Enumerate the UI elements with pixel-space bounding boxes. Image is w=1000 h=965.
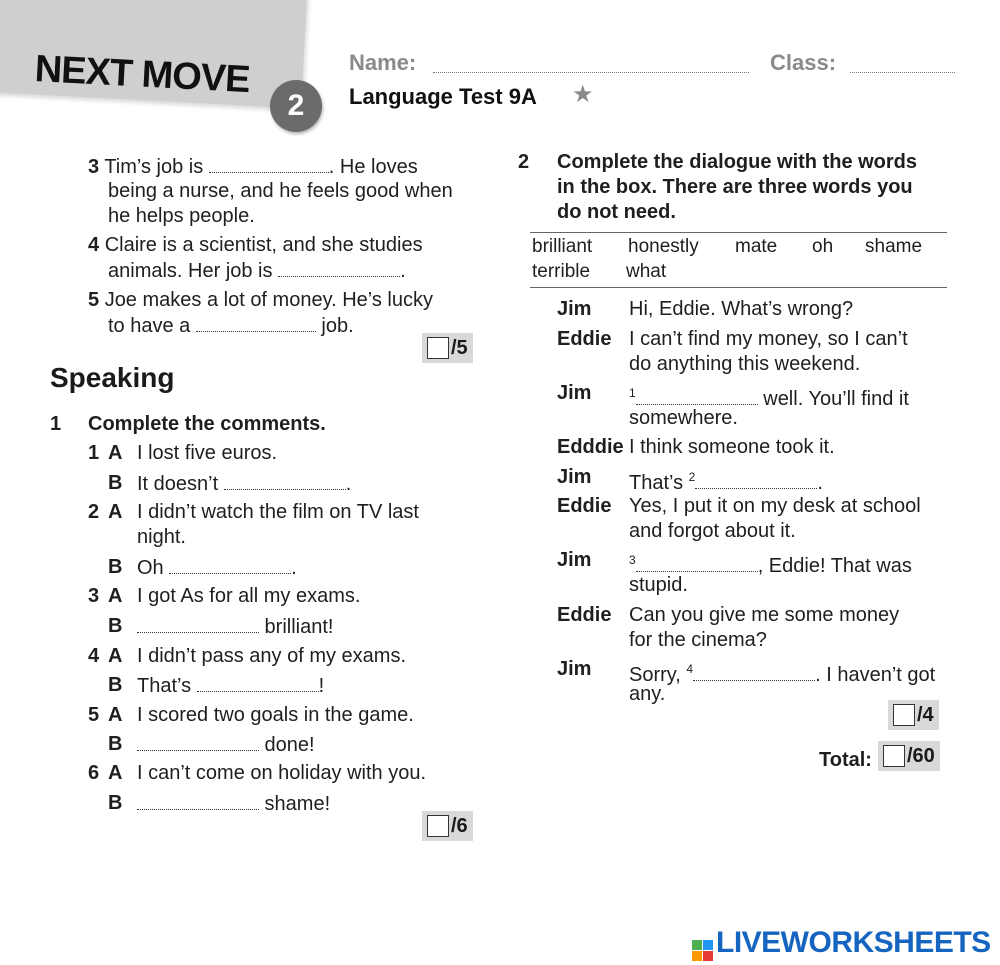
answer-blank[interactable] xyxy=(278,258,400,277)
answer-blank[interactable] xyxy=(137,614,259,633)
comment-a: I lost five euros. xyxy=(137,442,278,464)
label-a: A xyxy=(108,704,123,726)
dialogue-line: I can’t find my money, so I can’t xyxy=(629,328,908,350)
dialogue-line: any. xyxy=(629,683,666,705)
answer-blank[interactable] xyxy=(137,732,259,751)
answer-blank[interactable] xyxy=(196,313,316,332)
answer-blank[interactable] xyxy=(636,386,758,405)
answer-blank[interactable] xyxy=(695,470,817,489)
dialogue-line: do anything this weekend. xyxy=(629,353,861,375)
speaker-name: Eddie xyxy=(557,328,612,350)
answer-blank[interactable] xyxy=(636,553,758,572)
label-a: A xyxy=(108,762,123,784)
dialogue-line: stupid. xyxy=(629,574,688,596)
answer-blank[interactable] xyxy=(224,471,346,490)
speaking-item-num: 6 xyxy=(88,762,100,784)
q2-number: 2 xyxy=(518,151,530,173)
score-input[interactable] xyxy=(893,704,915,726)
speaker-name: Edddie xyxy=(557,436,624,458)
name-field[interactable] xyxy=(433,72,749,73)
dialogue-line: Hi, Eddie. What’s wrong? xyxy=(629,298,854,320)
dialogue-line: and forgot about it. xyxy=(629,520,796,542)
label-a: A xyxy=(108,585,123,607)
comment-b: brilliant! xyxy=(137,614,333,640)
label-b: B xyxy=(108,615,123,637)
speaking-item-num: 1 xyxy=(88,442,100,464)
comment-b: That’s ! xyxy=(137,675,325,697)
speaking-item-num: 4 xyxy=(88,645,100,667)
dialogue-line: somewhere. xyxy=(629,407,738,429)
comment-b: It doesn’t . xyxy=(137,473,352,495)
word-option: mate xyxy=(735,236,778,257)
speaking-item-num: 3 xyxy=(88,585,100,607)
answer-blank[interactable] xyxy=(137,791,259,810)
speaker-name: Eddie xyxy=(557,604,612,626)
comment-b: Oh . xyxy=(137,557,297,579)
speaking-item-num: 5 xyxy=(88,704,100,726)
item-3: 3 Tim’s job is . He loves xyxy=(88,156,418,178)
item-3-line3: he helps people. xyxy=(108,205,255,227)
speaker-name: Jim xyxy=(557,298,592,320)
label-a: A xyxy=(108,501,123,523)
comment-a: I can’t come on holiday with you. xyxy=(137,762,427,784)
answer-blank[interactable] xyxy=(693,662,815,681)
level-badge: 2 xyxy=(270,80,322,132)
q1-instruction: Complete the comments. xyxy=(88,413,326,435)
dialogue-line: Yes, I put it on my desk at school xyxy=(629,495,921,517)
liveworksheets-icon xyxy=(692,940,713,961)
item-4: 4 Claire is a scientist, and she studies xyxy=(88,234,423,256)
label-b: B xyxy=(108,733,123,755)
speaking-item-num: 2 xyxy=(88,501,100,523)
dialogue-line: I think someone took it. xyxy=(629,436,835,458)
speaker-name: Jim xyxy=(557,658,592,680)
speaker-name: Jim xyxy=(557,382,592,404)
dialogue-line: That’s $^2$ . xyxy=(629,470,823,494)
word-option: what xyxy=(626,261,667,282)
word-option: oh xyxy=(812,236,834,257)
comment-a-line2: night. xyxy=(137,526,186,548)
speaker-name: Jim xyxy=(557,549,592,571)
answer-blank[interactable] xyxy=(209,154,329,173)
speaker-name: Jim xyxy=(557,466,592,488)
dialogue-line: Can you give me some money xyxy=(629,604,900,626)
class-field[interactable] xyxy=(850,72,955,73)
comment-a: I got As for all my exams. xyxy=(137,585,361,607)
dialogue-line: for the cinema? xyxy=(629,629,767,651)
test-title: Language Test 9A xyxy=(349,84,537,109)
word-option: brilliant xyxy=(532,236,593,257)
dialogue-line: Sorry, $^4$ . I haven’t got xyxy=(629,662,936,686)
comment-a: I didn’t pass any of my exams. xyxy=(137,645,407,667)
logo-text: NEXT MOVE xyxy=(33,48,251,102)
label-b: B xyxy=(108,556,123,578)
q2-instruction-line2: in the box. There are three words you xyxy=(557,176,913,198)
item-5-line2: to have a job. xyxy=(108,315,354,337)
score-box-4: /4 xyxy=(888,700,939,730)
item-3-line2: being a nurse, and he feels good when xyxy=(108,180,453,202)
liveworksheets-logo: LIVEWORKSHEETS xyxy=(692,926,991,961)
score-input[interactable] xyxy=(427,337,449,359)
score-input[interactable] xyxy=(883,745,905,767)
q2-instruction-line1: Complete the dialogue with the words xyxy=(557,151,918,173)
total-score-box: /60 xyxy=(878,741,940,771)
total-label: Total: xyxy=(819,749,872,771)
word-option: honestly xyxy=(628,236,699,257)
section-heading-speaking: Speaking xyxy=(50,362,175,393)
label-a: A xyxy=(108,442,123,464)
dialogue-line: $^3$ , Eddie! That was xyxy=(629,553,912,577)
comment-b: shame! xyxy=(137,791,330,817)
score-input[interactable] xyxy=(427,815,449,837)
label-b: B xyxy=(108,792,123,814)
q1-number: 1 xyxy=(50,413,62,435)
item-5: 5 Joe makes a lot of money. He’s lucky xyxy=(88,289,433,311)
comment-b: done! xyxy=(137,732,315,758)
speaker-name: Eddie xyxy=(557,495,612,517)
comment-a: I didn’t watch the film on TV last xyxy=(137,501,419,523)
word-option: terrible xyxy=(532,261,591,282)
word-box xyxy=(530,232,947,288)
answer-blank[interactable] xyxy=(197,673,319,692)
name-label: Name: xyxy=(349,50,417,75)
star-icon: ★ xyxy=(572,81,594,108)
score-box-6: /6 xyxy=(422,811,473,841)
dialogue-line: $^1$ well. You’ll find it xyxy=(629,386,909,410)
answer-blank[interactable] xyxy=(169,555,291,574)
class-label: Class: xyxy=(770,50,837,75)
q2-instruction-line3: do not need. xyxy=(557,201,676,223)
comment-a: I scored two goals in the game. xyxy=(137,704,414,726)
label-a: A xyxy=(108,645,123,667)
item-4-line2: animals. Her job is . xyxy=(108,260,406,282)
label-b: B xyxy=(108,472,123,494)
word-option: shame xyxy=(865,236,923,257)
score-box-5: /5 xyxy=(422,333,473,363)
label-b: B xyxy=(108,674,123,696)
